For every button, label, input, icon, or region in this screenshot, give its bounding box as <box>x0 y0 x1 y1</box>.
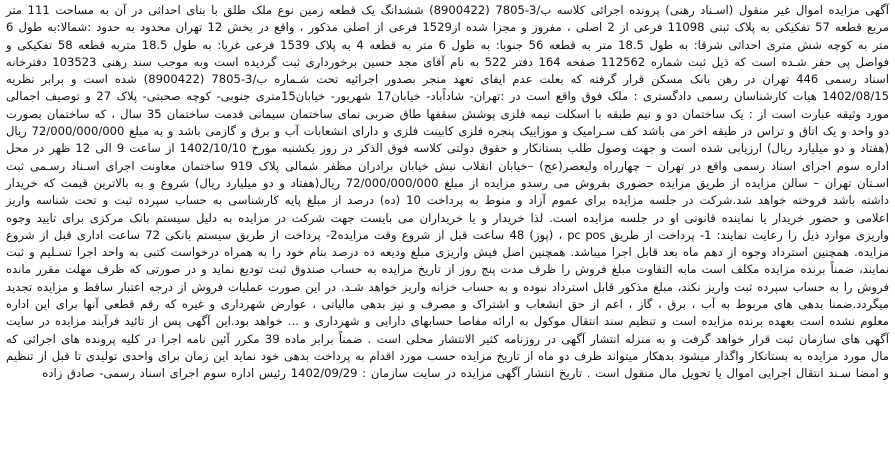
notice-body-text: آگهی مزایده اموال غیر منقول (اسـناد رهنی) پرونده اجرائی کلاسه ب/3-7805 (8900422) ششدانگ یک قطعه زمین نوع ملک طلق با بنای احداثی در آن به مساحت 111 متر مربع قطعه 57 تفکیکی به پلاک ثبتی 11098 فرعی از 2 اصلی ، مفروز و مجزا شده از1529 فرعی از اصلی مذکور ، واقع در بخش 12 تهران محدود به حدود :شمالا:به طول 6 متر به کوچه شش متری احداثی شرقا: به طول 18.5 متر به قطعه 56 جنوبا: به طول 6 متر به قطعه 4 به پلاک 1539 فرعی غربا: به طول 18.5 متربه قطعه 58 تفکیکی و فواصل پی حفر شـده است که ذیل ثبت شماره 112562 صفحه 164 دفتر 522 به نام آقای مجد حسین برخورداری ثبت گردیده است وبه موجب سند رهنی 103523 دفترخانه اسناد رسمی 446 تهران در رهن بانک مسکن قرار گرفته که بعلت عدم ایفای تعهد منجر بصدور اجرائیه تحت شـماره ب/3-7805 (8900422) شده است و برابر نظریه 1402/08/15 هیات کارشناسان رسمی دادگستری : ملک فوق واقع است در :تهران- شاداًباد- خیابان17 شهریور- خیابان15متری جنوبی- کوچه صحبتی- پلاک 27 و توصیف اجمالی مورد وثیقه عبارت است از : یک ساختمان دو و نیم طبقه با اسکلت نیمه فلزی پوشش سقفها طاق ضربی نمای ساختمان سیمانی قدمت ساختمان 35 سال ، که ساختمان بصورت دو واحد و یک اتاق و تراس در طبقه اخر می باشد کف سـرامیک و موزاییک پنجره فلزی کابینت فلزی و دارای انشعابات آب و برق و گازمی باشد و به مبلغ 72/000/000/000 ریال (هفتاد و دو میلیارد ریال) ارزیابی شده است و جهت وصول طلب بستانکار و حقوق دولتی کلاسه فوق الذکر در روز یکشنبه مورخ 1402/10/10 از ساعت 9 الی 12 ظهر در محل اداره سوم اجرای اسناد رسمی واقع در تهران – چهارراه ولیعصر(عج) –خیابان انقلاب نبش خیابان برادران مظفر شمالی پلاک 919 ساختمان معاونت اجرای اسـناد رسـمی ثبت اسـتان تهران – سالن مزایده از طریق مزایده حضوری بفروش می رسدو مزایده از مبلغ 72/000/000/000 ریال(هفتاد و دو میلیارد ریال) شروع و به بالاترین قیمت که خریدار داشته باشد فروخته خواهد شد.شرکت در جلسه مزایده برای عموم آزاد و منوط به پرداخت 10 (ده) درصد از مبلغ پایه کارشناسی به حساب سپرده ثبت و تحت شناسه واریز اعلامی و حضور خریدار یا نماینده قانونی او در جلسه مزایده است. لذا خریدار و یا خریداران می بایست جهت شرکت در مزایده به دلیل سیستم بانک مرکزی برای تایید وجوه واریزی موارد ذیل را رعایت نمایند: 1- پرداخت از طریق pc pos ، (پوز) 48 ساعت قبل از شروع وقت مزایده2- پرداخت از طریق سیستم بانکی 72 ساعت اداری قبل از شروع مزایده. همچنین استرداد وجوه از دهم ماه بعد قابل اجرا میباشد. همچنین اصل فیش واریزی مبلغ ودیعه ده درصد بنام خود را به همراه درخواست کتبی به واحد اجرا تسـلیم و ثبت نمایند، ضمناً برنده مزایده مکلف است مابه التفاوت مبلغ فروش را ظرف مدت پنج روز از تاریخ مزایده به حساب صندوق ثبت تودیع نماید و در صورتی که ظرف مهلت مقرر مانده فروش را به حساب سپرده ثبت واریز نکند، مبلغ مذکور قابل استرداد نبوده و به حساب خزانه واریز خواهد شـد. در این صورت عملیات فروش از درجه اعتبار ساقط و مزایده تجدید میگردد.ضمنا بدهی های مربوط به آب ، برق ، گاز ، اعم از حق انشعاب و اشتراک و مصرف و نیز بدهی مالیاتی ، عوارض شهرداری و غیره که رقم قطعی آنها برای این اداره معلوم نشده است بعهده برنده مزایده است و تنظیم سند انتقال موکول به ارائه مفاصا حسابهای دارایی و شهرداری و ... خواهد بود.این آگهی پس از تائید فرآیند مزایده در سایت آگهی های سازمان ثبت قرار خواهد گرفت و به منزله انتشار آگهی در روزنامه کثیر الانتشار محلی است . ضمناً برابر ماده 39 مکرر آئین نامه اجرا در کلیه پرونده های اجرائی که مال مورد مزایده به بستانکار واگذار میشود بدهکار میتواند ظرف دو ماه از تاریخ مزایده حسب مورد اقدام به پرداخت بدهی خود نماید این زمان برای واحدی تولیدی تا قبل از تنظیم و امضا سـند انتقال اجرایی اموال یا تحویل مال منقول است . تاریخ انتشار آگهی مزایده در سایت سازمان : 1402/09/29 رئیس اداره سوم اجرای اسناد رسمی- صادق زاده <box>6 3 890 381</box>
auction-notice <box>6 2 889 451</box>
